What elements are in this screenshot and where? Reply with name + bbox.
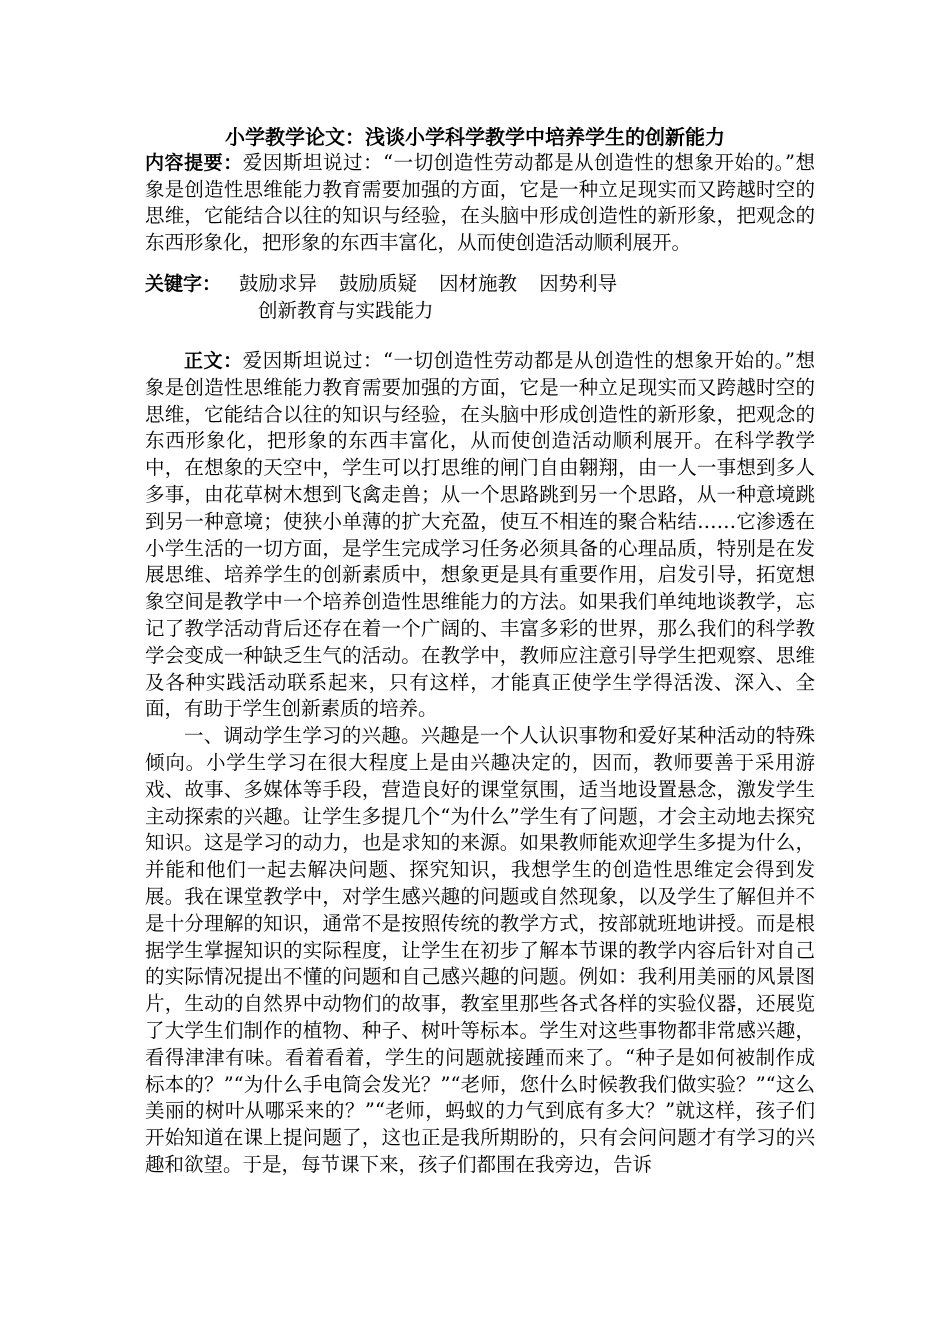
keyword: 因材施教	[439, 272, 518, 295]
abstract-label: 内容提要：	[145, 152, 243, 174]
keyword: 鼓励质疑	[339, 272, 418, 295]
body-paragraph: 一、调动学生学习的兴趣。兴趣是一个人认识事物和爱好某种活动的特殊倾向。小学生学习在很大程度上是由兴趣决定的，因而，教师要善于采用游戏、故事、多媒体等手段，营造良好的课堂氛围，适当地设置悬念，激发学生主动探索的兴趣。让学生多提几个“为什么”学生有了问题，才会主动地去探究知识。这是学习的动力，也是求知的来源。如果教师能欢迎学生多提为什么，并能和他们一起去解决问题、探究知识，我想学生的创造性思维定会得到发展。我在课堂教学中，对学生感兴趣的问题或自然现象，以及学生了解但并不是十分理解的知识，通常不是按照传统的教学方式，按部就班地讲授。而是根据学生掌握知识的实际程度，让学生在初步了解本节课的教学内容后针对自己的实际情况提出不懂的问题和自己感兴趣的问题。例如：我利用美丽的风景图片，生动的自然界中动物们的故事，教室里那些各式各样的实验仪器，还展览了大学生们制作的植物、种子、树叶等标本。学生对这些事物都非常感兴趣，看得津津有味。看着看着，学生的问题就接踵而来了。“种子是如何被制作成标本的？”“为什么手电筒会发光？”“老师，您什么时候教我们做实验？”“这么美丽的树叶从哪采来的？”“老师，蚂蚁的力气到底有多大？”就这样，孩子们开始知道在课上提问题了，这也正是我所期盼的，只有会问问题才有学习的兴趣和欲望。于是，每节课下来，孩子们都围在我旁边，告诉	[145, 724, 815, 1176]
abstract	[145, 150, 815, 257]
paragraph-text: 爱因斯坦说过：“一切创造性劳动都是从创造性的想象开始的。”想象是创造性思维能力教育需要加强的方面，它是一种立足现实而又跨越时空的思维，它能结合以往的知识与经验，在头脑中形成创造性的新形象，把观念的东西形象化，把形象的东西丰富化，从而使创造活动顺利展开。在科学教学中，在想象的天空中，学生可以打思维的闸门自由翱翔，由一人一事想到多人多事，由花草树木想到飞禽走兽；从一个思路跳到另一个思路，从一种意境跳到另一种意境；使狭小单薄的扩大充盈，使互不相连的聚合粘结……它渗透在小学生活的一切方面，是学生完成学习任务必须具备的心理品质，特别是在发展思维、培养学生的创新素质中，想象更是具有重要作用，启发引导，拓宽想象空间是教学中一个培养创造性思维能力的方法。如果我们单纯地谈教学，忘记了教学活动背后还存在着一个广阔的、丰富多彩的世界，那么我们的科学教学会变成一种缺乏生气的活动。在教学中，教师应注意引导学生把观察、思维及各种实践活动联系起来，只有这样，才能真正使学生学得活泼、深入、全面，有助于学生创新素质的培养。	[145, 349, 815, 721]
keyword: 创新教育与实践能力	[258, 299, 434, 322]
keyword: 因势利导	[539, 272, 618, 295]
keyword: 鼓励求异	[239, 272, 318, 295]
keywords-line	[145, 271, 815, 297]
body-text	[145, 348, 815, 1179]
body-paragraph	[145, 348, 815, 723]
body-label: 正文：	[184, 350, 243, 372]
keywords-label: 关键字：	[145, 273, 222, 295]
abstract-text: 爱因斯坦说过：“一切创造性劳动都是从创造性的想象开始的。”想象是创造性思维能力教育需要加强的方面，它是一种立足现实而又跨越时空的思维，它能结合以往的知识与经验，在头脑中形成创造性的新形象，把观念的东西形象化，把形象的东西丰富化，从而使创造活动顺利展开。	[145, 151, 815, 255]
document-title: 小学教学论文：浅谈小学科学教学中培养学生的创新能力	[225, 125, 725, 149]
